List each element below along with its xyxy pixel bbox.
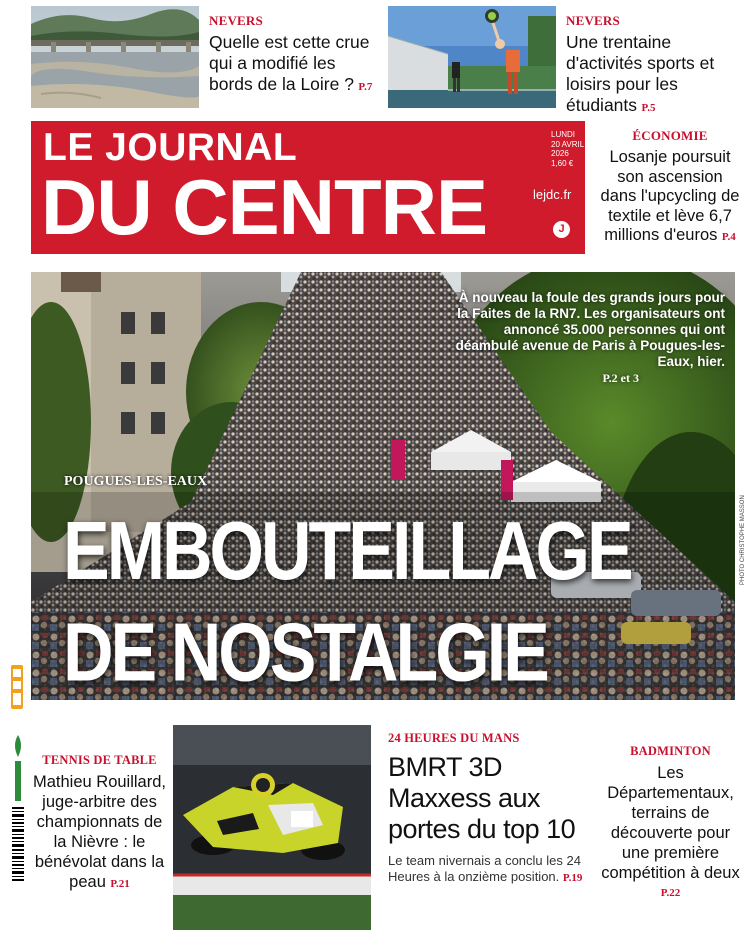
eco-headline: Losanje poursuit son ascension dans l'upcycling de textile et lève 6,7 millions d'euros [600, 148, 740, 244]
lemans-headline: BMRT 3D Maxxess aux portes du top 10 [388, 752, 576, 844]
brand-logo-icon: J [553, 221, 570, 238]
masthead-title-line1: LE JOURNAL [43, 126, 298, 169]
top-story-headline: Quelle est cette crue qui a modifié les bords de la Loire ? [209, 32, 370, 94]
hero-caption [449, 290, 725, 386]
top-story-etudiants[interactable] [566, 13, 746, 116]
hero-page-reference: P.2 et 3 [602, 371, 639, 385]
lemans-summary-text: Le team nivernais a conclu les 24 Heures à la onzième position. [388, 853, 581, 884]
top-story-crue[interactable] [209, 13, 379, 95]
motorcycle-photo [173, 725, 371, 930]
top-story-kicker: NEVERS [209, 13, 263, 28]
issue-day: LUNDI [551, 130, 576, 139]
top-story-kicker: NEVERS [566, 13, 620, 28]
issue-date-block [551, 130, 591, 168]
page-reference: P.22 [660, 887, 681, 899]
leaf-icon [15, 735, 21, 757]
masthead [31, 121, 585, 254]
photo-credit: PHOTO CHRISTOPHE MASSON [740, 495, 746, 585]
badminton-story[interactable] [598, 744, 743, 901]
left-gutter [9, 665, 27, 890]
loire-river-photo [31, 6, 199, 108]
top-story-headline: Une trentaine d'activités sports et loisirs pour les étudiants [566, 32, 715, 115]
badminton-kicker: BADMINTON [630, 744, 711, 758]
barcode-icon [11, 805, 25, 885]
issue-date: 20 AVRIL 2026 [551, 139, 584, 158]
padel-photo [388, 6, 556, 108]
badminton-headline: Les Départementaux, terrains de découverte pour une première compétition à deux [601, 764, 740, 882]
masthead-title-line2: DU CENTRE [41, 163, 488, 251]
page-reference: P.4 [721, 231, 736, 243]
hero-headline [63, 500, 663, 700]
hero-headline-line1: EMBOUTEILLAGE [63, 504, 631, 597]
economie-story[interactable] [600, 128, 740, 246]
eco-kicker: ÉCONOMIE [632, 128, 708, 143]
website-link[interactable]: lejdc.fr [533, 187, 572, 202]
lemans-kicker: 24 HEURES DU MANS [388, 731, 520, 745]
tennis-kicker: TENNIS DE TABLE [42, 753, 157, 767]
hero-headline-line2: DE NOSTALGIE [63, 606, 547, 699]
tennis-de-table-story[interactable] [33, 753, 166, 892]
hero-story[interactable] [31, 272, 735, 700]
issue-price: 1,60 € [551, 158, 574, 168]
page-reference: P.19 [562, 872, 583, 884]
hero-caption-text: À nouveau la foule des grands jours pour la Faites de la RN7. Les organisateurs ont annoncé 35.000 personnes qui ont déambulé avenue de Paris à Pougues-les-Eaux, hier. [455, 290, 725, 369]
24h-du-mans-story[interactable] [388, 731, 588, 886]
lemans-summary [388, 853, 588, 886]
tennis-headline: Mathieu Rouillard, juge-arbitre des championnats de la Nièvre : le bénévolat dans la peau [33, 773, 166, 891]
hero-kicker: POUGUES-LES-EAUX [64, 474, 208, 489]
page-reference: P.21 [110, 878, 130, 890]
page-reference: P.5 [641, 102, 656, 114]
page-reference: P.7 [358, 81, 373, 93]
